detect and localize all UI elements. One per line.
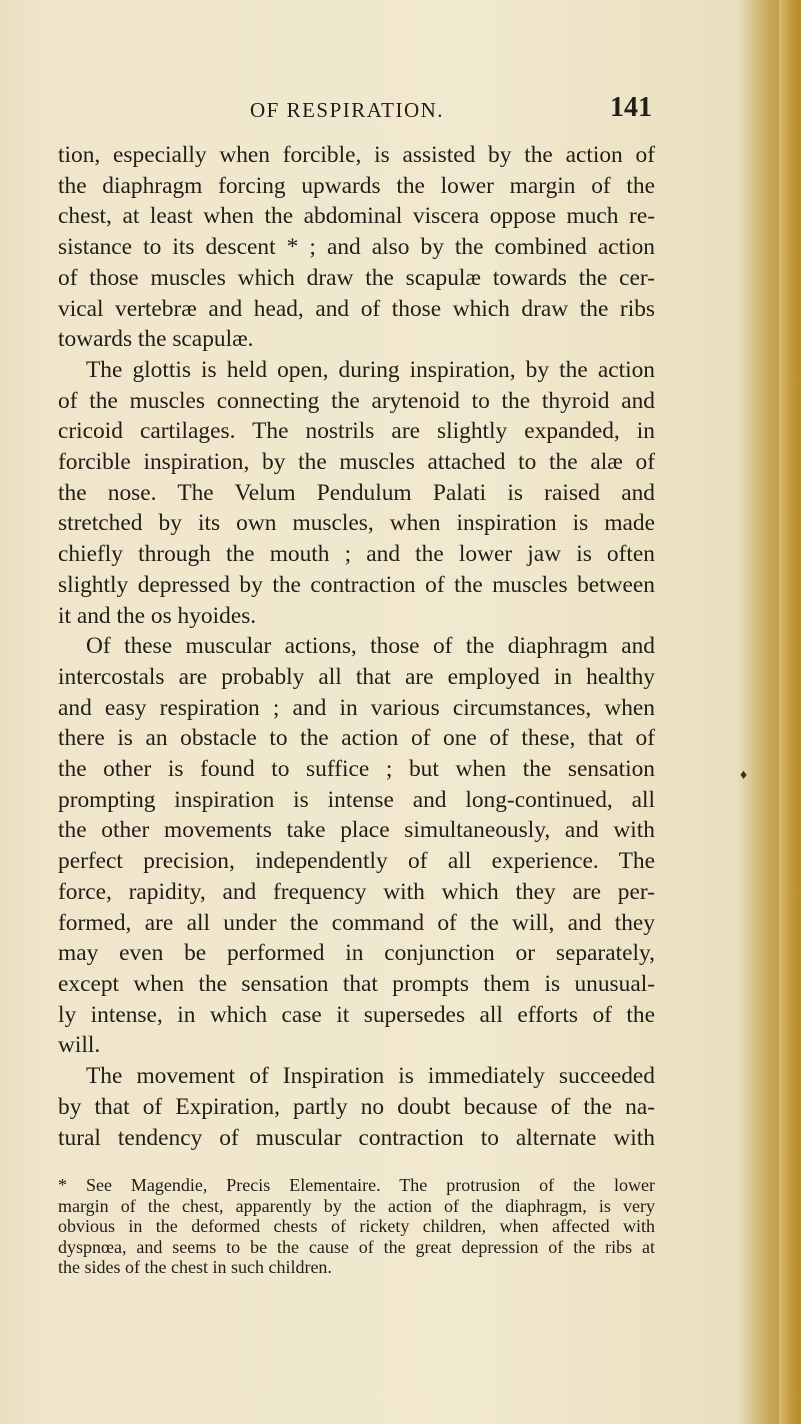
margin-mark-icon: ♦ — [740, 768, 748, 783]
text-line: stretched by its own muscles, when inspiration is made — [58, 510, 655, 537]
text-line: force, rapidity, and frequency with which they are per- — [58, 878, 655, 905]
footnote-line: obvious in the deformed chests of rickety children, when affected with — [58, 1216, 655, 1237]
text-line: the other movements take place simultaneously, and with — [58, 817, 655, 844]
text-line: the nose. The Velum Pendulum Palati is raised and — [58, 479, 655, 506]
text-line: of those muscles which draw the scapulæ towards the cer- — [58, 264, 655, 291]
page-edge — [779, 0, 801, 1424]
text-line: ly intense, in which case it supersedes all efforts of the — [58, 1001, 655, 1028]
paragraph-start: The movement of Inspiration is immediately succeeded — [86, 1063, 655, 1090]
text-line: cricoid cartilages. The nostrils are slightly expanded, in — [58, 418, 655, 445]
page-number: 141 — [610, 92, 652, 123]
running-title: OF RESPIRATION. — [250, 98, 445, 122]
body-text — [58, 140, 655, 1153]
text-line: slightly depressed by the contraction of the muscles between — [58, 571, 655, 598]
text-line: sistance to its descent * ; and also by the combined action — [58, 234, 655, 261]
text-line: by that of Expiration, partly no doubt because of the na- — [58, 1093, 655, 1120]
text-line: there is an obstacle to the action of one of these, that of — [58, 725, 655, 752]
paragraph-start: The glottis is held open, during inspiration, by the action — [86, 356, 655, 383]
text-line: towards the scapulæ. — [58, 326, 254, 353]
text-line: it and the os hyoides. — [58, 602, 257, 629]
text-line: forcible inspiration, by the muscles attached to the alæ of — [58, 449, 655, 476]
running-head — [250, 92, 670, 126]
text-line: the other is found to suffice ; but when the sensation — [58, 756, 655, 783]
text-line: of the muscles connecting the arytenoid to the thyroid and — [58, 387, 655, 414]
footnote-line: dyspnœa, and seems to be the cause of the great depression of the ribs at — [58, 1236, 655, 1257]
text-line: vical vertebræ and head, and of those which draw the ribs — [58, 295, 655, 322]
text-line: tural tendency of muscular contraction to alternate with — [58, 1124, 655, 1151]
text-line: intercostals are probably all that are employed in healthy — [58, 663, 655, 690]
text-line: perfect precision, independently of all experience. The — [58, 848, 655, 875]
text-line: prompting inspiration is intense and long-continued, all — [58, 786, 655, 813]
paragraph-start: Of these muscular actions, those of the diaphragm and — [86, 633, 655, 660]
text-line: chest, at least when the abdominal viscera oppose much re- — [58, 203, 655, 230]
text-line: may even be performed in conjunction or separately, — [58, 940, 655, 967]
text-line: the diaphragm forcing upwards the lower margin of the — [58, 172, 655, 199]
footnote-line: margin of the chest, apparently by the action of the diaphragm, is very — [58, 1195, 655, 1216]
footnote — [58, 1175, 655, 1278]
footnote-line: * See Magendie, Precis Elementaire. The protrusion of the lower — [58, 1175, 655, 1195]
text-line: chiefly through the mouth ; and the lower jaw is often — [58, 541, 655, 568]
text-line: and easy respiration ; and in various circumstances, when — [58, 694, 655, 721]
text-line: except when the sensation that prompts them is unusual- — [58, 970, 655, 997]
text-line: formed, are all under the command of the will, and they — [58, 909, 655, 936]
footnote-line: the sides of the chest in such children. — [58, 1257, 332, 1278]
text-line: will. — [58, 1032, 101, 1059]
text-line: tion, especially when forcible, is assisted by the action of — [58, 142, 655, 168]
